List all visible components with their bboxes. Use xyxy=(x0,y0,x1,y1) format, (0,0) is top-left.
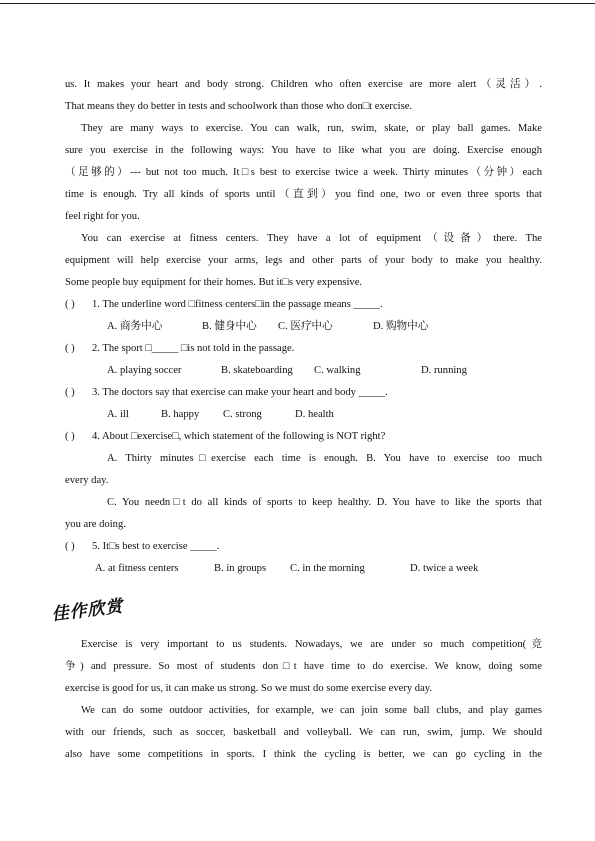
passage-line: You can exercise at fitness centers. They have a lot of equipment（设备）there. The xyxy=(81,233,542,244)
option-a[interactable]: A. at fitness centers xyxy=(95,563,179,574)
question-stem: 4. About □exercise□, which statement of the following is NOT right? xyxy=(92,431,386,442)
question-5-options xyxy=(65,558,542,580)
question-4-options-line[interactable]: A. Thirty minutes□exercise each time is enough. B. You have to exercise too much xyxy=(107,453,542,464)
passage-line: feel right for you. xyxy=(65,211,140,222)
question-3-options xyxy=(65,404,542,426)
essay-line: also have some competitions in sports. I think the cycling is better, we can go cycling in the xyxy=(65,749,542,760)
question-4 xyxy=(65,426,542,448)
answer-blank[interactable]: ( ) xyxy=(65,299,75,310)
essay-line: with our friends, such as soccer, basketball and volleyball. We can run, swim, jump. We should xyxy=(65,727,542,738)
option-c[interactable]: C. 医疗中心 xyxy=(278,321,333,332)
question-2 xyxy=(65,338,542,360)
question-4-options-line[interactable]: C. You needn□t do all kinds of sports to keep healthy. D. You have to like the sports that xyxy=(107,497,542,508)
essay-line: 争) and pressure. So most of students don□t have time to do exercise. We know, doing some xyxy=(65,661,542,672)
question-1-options xyxy=(65,316,542,338)
section-heading: 佳作欣赏 xyxy=(50,596,125,625)
option-a[interactable]: A. ill xyxy=(107,409,129,420)
passage-line: us. It makes your heart and body strong. Children who often exercise are more alert（灵活）. xyxy=(65,79,542,90)
option-d[interactable]: D. 购物中心 xyxy=(373,321,429,332)
answer-blank[interactable]: ( ) xyxy=(65,541,75,552)
question-3 xyxy=(65,382,542,404)
question-stem: 3. The doctors say that exercise can make your heart and body _____. xyxy=(92,387,388,398)
option-a[interactable]: A. 商务中心 xyxy=(107,321,163,332)
question-5 xyxy=(65,536,542,558)
option-d[interactable]: D. health xyxy=(295,409,334,420)
question-stem: 1. The underline word □fitness centers□in the passage means _____. xyxy=(92,299,383,310)
question-stem: 2. The sport □_____ □is not told in the passage. xyxy=(92,343,295,354)
question-2-options xyxy=(65,360,542,382)
option-b[interactable]: B. happy xyxy=(161,409,200,420)
question-4-options-line[interactable]: you are doing. xyxy=(65,519,126,530)
option-a[interactable]: A. playing soccer xyxy=(107,365,182,376)
essay-line: We can do some outdoor activities, for example, we can join some ball clubs, and play games xyxy=(81,705,542,716)
option-c[interactable]: C. walking xyxy=(314,365,361,376)
passage-line: sure you exercise in the following ways: You have to like what you are doing. Exercise enough xyxy=(65,145,542,156)
essay-line: Exercise is very important to us students. Nowadays, we are under so much competition(竞 xyxy=(81,639,542,650)
passage-line: equipment will help exercise your arms, legs and other parts of your body to make you healthy. xyxy=(65,255,542,266)
essay-line: exercise is good for us, it can make us strong. So we must do some exercise every day. xyxy=(65,683,433,694)
reading-section xyxy=(65,74,542,580)
option-c[interactable]: C. in the morning xyxy=(290,563,365,574)
question-1 xyxy=(65,294,542,316)
option-b[interactable]: B. 健身中心 xyxy=(202,321,257,332)
sample-essay xyxy=(65,634,542,766)
answer-blank[interactable]: ( ) xyxy=(65,343,75,354)
passage-line: Some people buy equipment for their homes. But it□s very expensive. xyxy=(65,277,363,288)
passage-line: That means they do better in tests and schoolwork than those who don□t exercise. xyxy=(65,101,413,112)
option-d[interactable]: D. twice a week xyxy=(410,563,479,574)
option-d[interactable]: D. running xyxy=(421,365,467,376)
answer-blank[interactable]: ( ) xyxy=(65,387,75,398)
option-b[interactable]: B. in groups xyxy=(214,563,267,574)
passage-line: time is enough. Try all kinds of sports until（直到）you find one, two or even three sports that xyxy=(65,189,542,200)
passage-line: （足够的）--- but not too much. It□s best to exercise twice a week. Thirty minutes（分钟）each xyxy=(65,167,542,178)
option-b[interactable]: B. skateboarding xyxy=(221,365,293,376)
question-stem: 5. It□s best to exercise _____. xyxy=(92,541,220,552)
answer-blank[interactable]: ( ) xyxy=(65,431,75,442)
passage-line: They are many ways to exercise. You can walk, run, swim, skate, or play ball games. Make xyxy=(81,123,542,134)
option-c[interactable]: C. strong xyxy=(223,409,262,420)
top-rule xyxy=(0,3,595,4)
question-4-options-line[interactable]: every day. xyxy=(65,475,109,486)
